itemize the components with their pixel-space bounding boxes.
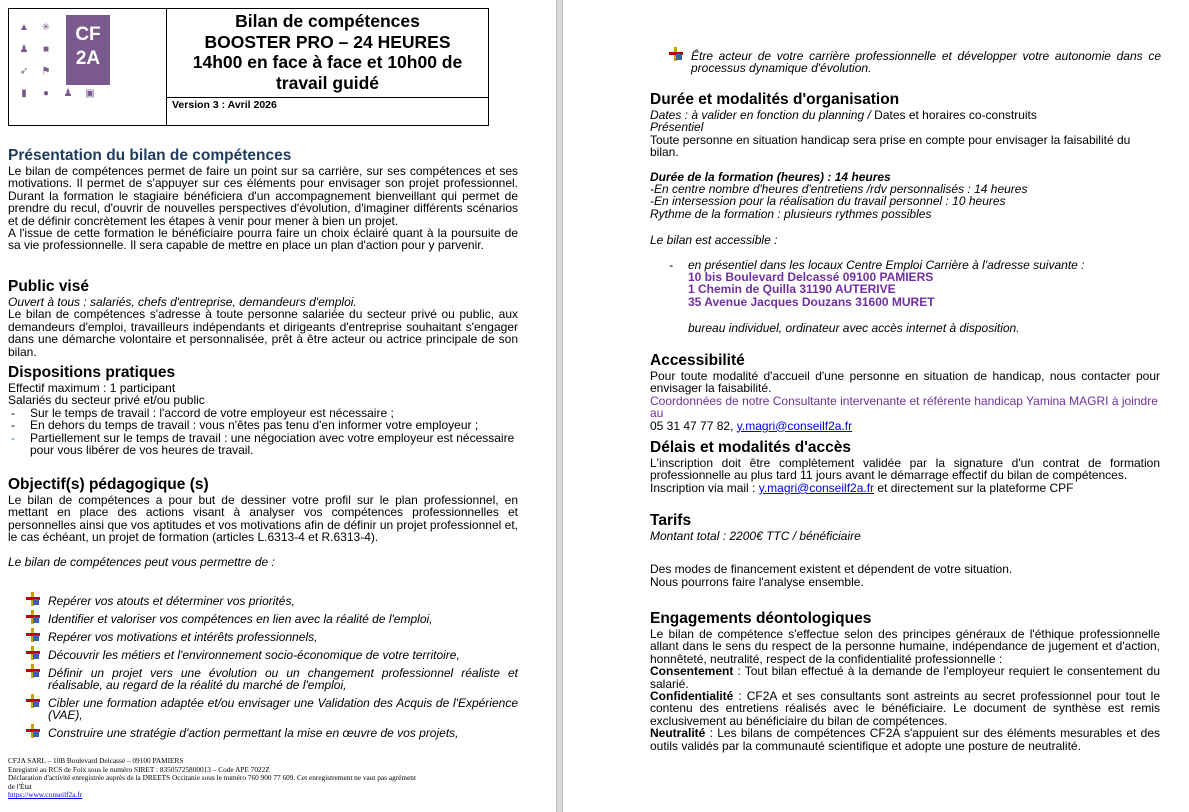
cf2a-logo: CF 2A [66, 15, 110, 85]
title-line: Bilan de compétences [235, 11, 420, 31]
engagements-paragraph: Le bilan de compétence s'effectue selon des principes généraux de l'éthique professionnelle allant dans le sens du respect de la personne humaine, indépendance de jugement et d'action, honnêteté, neutralité, respect de la confidentialité professionnelle : [650, 627, 1160, 666]
engagements-title: Engagements déontologiques [650, 610, 872, 627]
objectifs-paragraph: Le bilan de compétences a pour but de dessiner votre profil sur le plan professionnel, en mettant en place des actions visant à analyser vos compétences professionnelles et personnelles ainsi que vos aptitudes et vos motivations afin de définir un projet professionnel et, le cas échéant, un projet de formation (articles L.6313-4 et R.6313-4). [8, 493, 518, 545]
tarifs-montant: Montant total : 2200€ TTC / bénéficiaire [650, 529, 861, 543]
tarifs-title: Tarifs [650, 512, 692, 529]
footer-line: Enregistré au RCS de Foix sous le numéro SIRET : 83505725800013 – Code APE 7022Z [8, 764, 270, 774]
dispositions-list [8, 407, 518, 457]
presentation-p1: Le bilan de compétences permet de faire un point sur sa carrière, sur ses compétences et ses motivations. Il permet de s'appuyer sur ces éléments pour envisager son projet professionnel. Durant la formation le stagiaire bénéficiera d'un accompagnement bienveillant qui permet de prendre du recul, d'ouvrir de nouvelles perspectives d'évolution, d'imaginer différents scénarios et de définir concrètement les étapes à venir pour mener à bien un projet. [8, 164, 518, 228]
footer-line: de l'État [8, 781, 32, 791]
handshake-icon: ● [42, 88, 50, 99]
list-item: Repérer vos atouts et déterminer vos priorités, [26, 595, 518, 607]
address-line: 1 Chemin de Quilla 31190 AUTERIVE [688, 282, 896, 297]
address-line: 10 bis Boulevard Delcassé 09100 PAMIERS [688, 270, 934, 285]
accessibilite-coord: Coordonnées de notre Consultante intervenante et référente handicap Yamina MAGRI à joindre au [650, 393, 1158, 421]
list-item: - Sur le temps de travail : l'accord de votre employeur est nécessaire ; [11, 405, 394, 420]
title-line: BOOSTER PRO – 24 HEURES [204, 31, 451, 52]
title-line: travail guidé [275, 72, 380, 93]
duree-bureau: bureau individuel, ordinateur avec accès internet à disposition. [688, 321, 1020, 336]
dispositions-salaries: Salariés du secteur privé et/ou public [8, 393, 205, 408]
header-table [8, 8, 489, 126]
delais-paragraph: L'inscription doit être complètement validée par la signature d'un contrat de formation professionnelle au plus tard 11 jours avant le démarrage effectif du bilan de compétences. [650, 456, 1160, 483]
duree-locaux: - en présentiel dans les locaux Centre Emploi Carrière à l'adresse suivante : [669, 257, 1085, 272]
clipboard-icon: ▮ [21, 88, 27, 99]
objectifs-list-continued [669, 50, 1161, 80]
presentation-title: Présentation du bilan de compétences [8, 147, 292, 164]
duree-heures: Durée de la formation (heures) : 14 heures [650, 169, 891, 184]
version-label: Version 3 : Avril 2026 [167, 97, 488, 125]
email-link[interactable]: y.magri@conseilf2a.fr [736, 418, 853, 433]
duree-centre: -En centre nombre d'heures d'entretiens /rdv personnalisés : 14 heures [650, 182, 1028, 197]
engagements-neutralite: Neutralité : Les bilans de compétences CF2A s'appuient sur des éléments mesurables et des outils validés par la communauté scientifique et adopte une posture de neutralité. [650, 726, 1160, 753]
accessibilite-paragraph: Pour toute modalité d'accueil d'une personne en situation de handicap, nous contacter pour envisager la faisabilité. [650, 369, 1160, 396]
objectifs-lead: Le bilan de compétences peut vous permettre de : [8, 554, 275, 569]
engagements-confidentialite: Confidentialité : CF2A et ses consultants sont astreints au secret professionnel pour tout le contenu des entretiens réalisés avec le bénéficiaire. Le document de synthèse est remis exclusivement au bénéficiaire du bilan de compétences. [650, 689, 1160, 728]
address-line: 35 Avenue Jacques Douzans 31600 MURET [688, 294, 935, 309]
duree-handicap: Toute personne en situation handicap sera prise en compte pour envisager la faisabilité du bilan. [650, 132, 1131, 160]
list-item: Construire une stratégie d'action permettant la mise en œuvre de vos projets, [26, 727, 518, 739]
sparkle-icon: ✳ [41, 22, 51, 33]
duree-accessible: Le bilan est accessible : [650, 233, 778, 248]
list-item: - En dehors du temps de travail : vous n'êtes pas tenu d'en informer votre employeur ; [11, 418, 479, 433]
website-link[interactable]: https://www.conseilf2a.fr [8, 790, 83, 800]
footer-line: Déclaration d'activité enregistrée auprès de la DREETS Occitanie sous le numéro 760 900 77 609. Cet enregistrement ne vaut pas agrément [8, 773, 416, 783]
list-item: Définir un projet vers une évolution ou un changement professionnel réaliste et réalisable, au regard de la réalité du marché de l'emploi, [26, 667, 518, 692]
accessibilite-contact: 05 31 47 77 82, y.magri@conseilf2a.fr [650, 418, 853, 433]
title-line: 14h00 en face à face et 10h00 de [192, 52, 463, 72]
tarifs-analyse: Nous pourrons faire l'analyse ensemble. [650, 574, 864, 589]
duree-dates: Dates : à valider en fonction du planning / Dates et horaires co-construits [650, 108, 1037, 122]
engagements-consentement: Consentement : Tout bilan effectué à la demande de l'employeur requiert le consentement du salarié. [650, 664, 1160, 691]
cross-bullet-icon [26, 610, 40, 624]
public-title: Public visé [8, 278, 89, 295]
footer [8, 757, 488, 800]
dispositions-effectif: Effectif maximum : 1 participant [8, 381, 176, 395]
duree-title: Durée et modalités d'organisation [650, 91, 900, 108]
people-icon: ♟ [19, 44, 29, 55]
objectifs-title: Objectif(s) pédagogique (s) [8, 476, 209, 493]
house-icon: ▲ [19, 22, 29, 33]
delais-inscription: Inscription via mail : y.magri@conseilf2a.fr et directement sur la plateforme CPF [650, 480, 1074, 495]
dispositions-title: Dispositions pratiques [8, 364, 176, 381]
duree-presentiel: Présentiel [650, 120, 704, 135]
list-item: Découvrir les métiers et l'environnement socio-économique de votre territoire, [26, 649, 518, 661]
public-intro: Ouvert à tous : salariés, chefs d'entreprise, demandeurs d'emploi. [8, 295, 357, 309]
footer-line: CF2A SARL – 10B Boulevard Delcassé – 09100 PAMIERS [8, 756, 184, 765]
duree-intersession: -En intersession pour la réalisation du travail personnel : 10 heures [650, 194, 1006, 209]
cross-bullet-icon [26, 664, 40, 678]
email-link[interactable]: y.magri@conseilf2a.fr [758, 480, 875, 495]
cross-bullet-icon [669, 47, 683, 61]
cross-bullet-icon [26, 646, 40, 660]
logo-cell [9, 9, 167, 126]
cross-bullet-icon [26, 592, 40, 606]
list-item: Identifier et valoriser vos compétences en lien avec la réalité de l'emploi, [26, 613, 518, 625]
page-2 [563, 0, 1189, 812]
list-item: - Partiellement sur le temps de travail : une négociation avec votre employeur est nécessaire pour vous libérer de vos heures de travail. [11, 430, 515, 458]
briefcase-icon: ▣ [85, 88, 95, 99]
cross-bullet-icon [26, 694, 40, 708]
delais-title: Délais et modalités d'accès [650, 439, 851, 456]
tarifs-financement: Des modes de financement existent et dépendent de votre situation. [650, 562, 1013, 577]
accessibilite-title: Accessibilité [650, 352, 745, 369]
cross-bullet-icon [26, 724, 40, 738]
public-paragraph: Le bilan de compétences s'adresse à toute personne salariée du secteur privé ou public, aux demandeurs d'emploi, travailleurs indépendants et dirigeants d'entreprise souhaitant s'engager dans une démarche volontaire et personnalisée, prêt à être acteur ou actrice principale de son bilan. [8, 307, 518, 359]
page-separator [556, 0, 563, 812]
cross-bullet-icon [26, 628, 40, 642]
list-item: Cibler une formation adaptée et/ou envisager une Validation des Acquis de l'Expérience (VAE), [26, 697, 518, 722]
chat-icon: ■ [42, 44, 50, 55]
presentation-p2: A l'issue de cette formation le bénéficiaire pourra faire un choix éclairé quant à la poursuite de sa vie professionnelle. Il sera capable de mettre en place un plan d'action pour y parvenir. [8, 226, 518, 253]
rocket-icon: ➶ [19, 66, 29, 77]
list-item: Être acteur de votre carrière professionnelle et développer votre autonomie dans ce processus dynamique d'évolution. [669, 50, 1161, 75]
document-title [167, 9, 488, 97]
page-1 [0, 0, 556, 812]
team-icon: ♟ [63, 88, 73, 99]
flag-icon: ⚑ [41, 66, 51, 77]
objectifs-list [26, 595, 518, 745]
duree-rythme: Rythme de la formation : plusieurs rythmes possibles [650, 206, 932, 221]
list-item: Repérer vos motivations et intérêts professionnels, [26, 631, 518, 643]
